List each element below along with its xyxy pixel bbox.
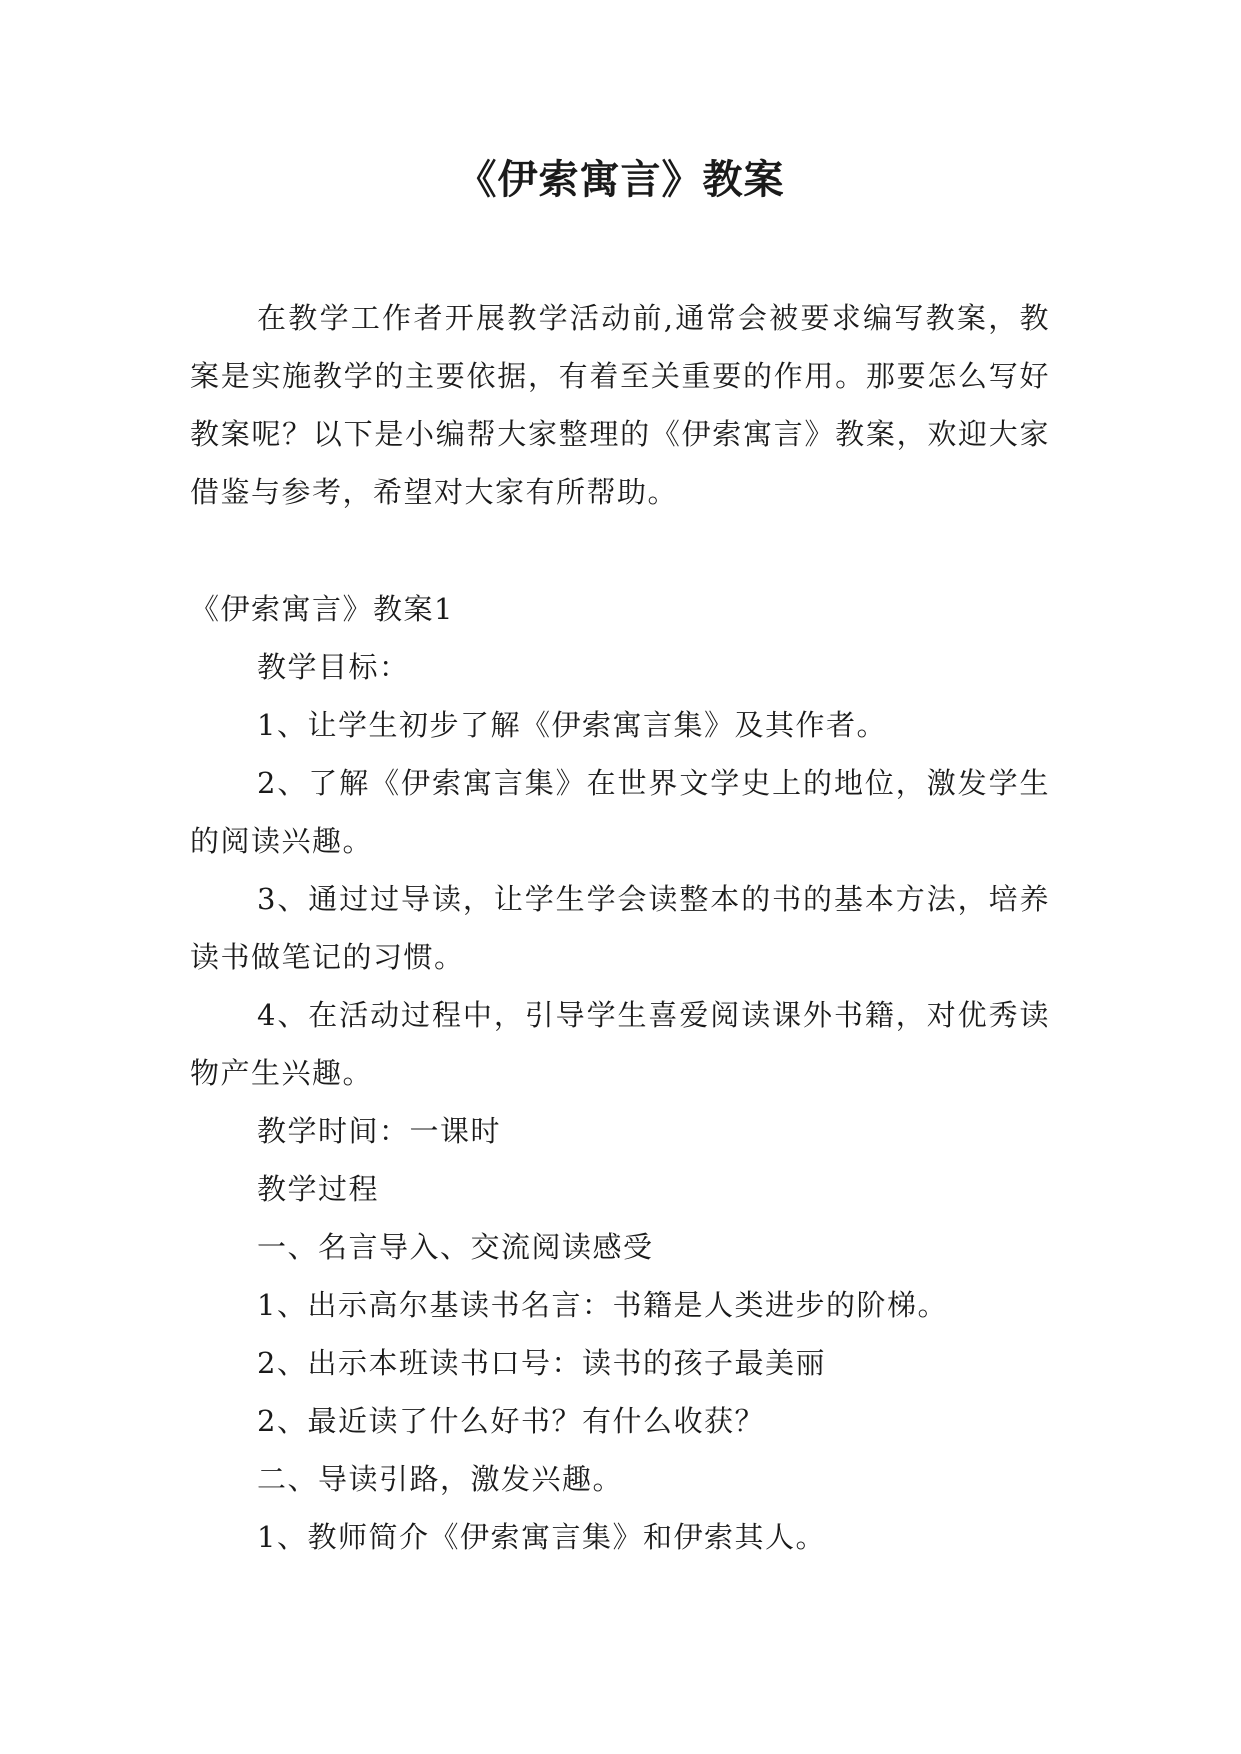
paragraph-goal-3: 3、通过过导读，让学生学会读整本的书的基本方法，培养读书做笔记的习惯。	[190, 882, 1050, 974]
section-heading: 《伊索寓言》教案1	[190, 592, 454, 626]
paragraph-step-two: 二、导读引路，激发兴趣。	[257, 1462, 624, 1496]
paragraph-step-two-1: 1、教师简介《伊索寓言集》和伊索其人。	[257, 1520, 826, 1554]
intro-paragraph: 在教学工作者开展教学活动前,通常会被要求编写教案，教案是实施教学的主要依据，有着至关重要的作用。那要怎么写好教案呢？以下是小编帮大家整理的《伊索寓言》教案，欢迎大家借鉴与参考，希望对大家有所帮助。	[190, 301, 1050, 509]
paragraph-step-one: 一、名言导入、交流阅读感受	[257, 1230, 654, 1264]
document-title: 《伊索寓言》教案	[456, 157, 785, 203]
paragraph-teaching-process: 教学过程	[257, 1172, 380, 1206]
paragraph-step-one-2: 2、出示本班读书口号：读书的孩子最美丽	[257, 1346, 826, 1380]
paragraph-goal-1: 1、让学生初步了解《伊索寓言集》及其作者。	[257, 708, 887, 742]
paragraph-goal-2: 2、了解《伊索寓言集》在世界文学史上的地位，激发学生的阅读兴趣。	[190, 766, 1050, 858]
paragraph-step-one-2b: 2、最近读了什么好书？有什么收获？	[257, 1404, 765, 1438]
paragraph-step-one-1: 1、出示高尔基读书名言：书籍是人类进步的阶梯。	[257, 1288, 948, 1322]
lesson-body	[190, 638, 1050, 1566]
paragraph-teaching-goals: 教学目标：	[257, 650, 410, 684]
paragraph-teaching-time: 教学时间：一课时	[257, 1114, 502, 1148]
paragraph-goal-4: 4、在活动过程中，引导学生喜爱阅读课外书籍，对优秀读物产生兴趣。	[190, 998, 1050, 1090]
